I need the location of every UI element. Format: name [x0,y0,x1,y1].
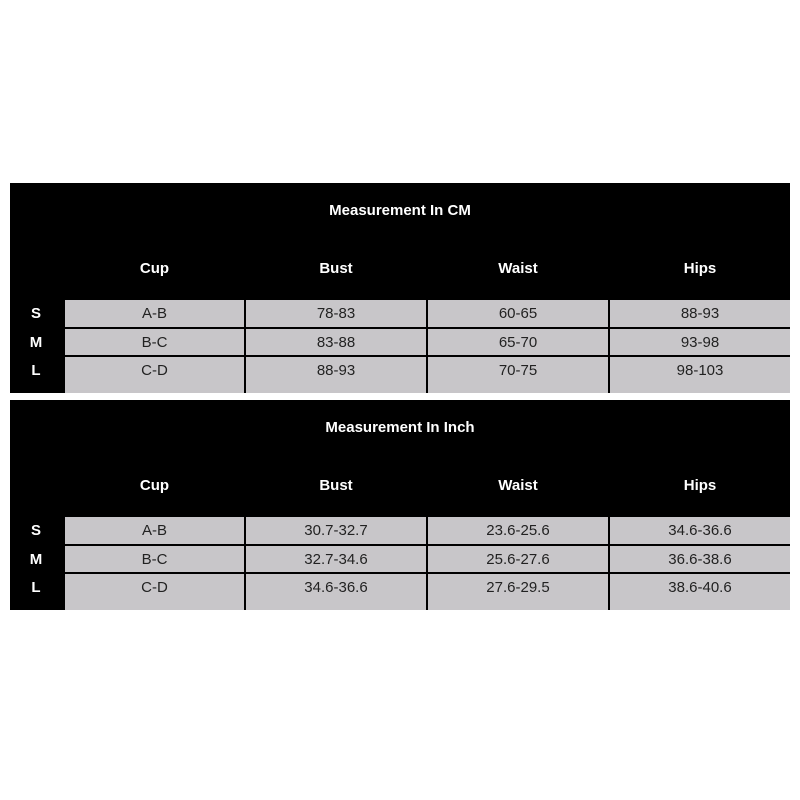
table-cell-cup: B-C [65,546,244,572]
table-cell-waist: 65-70 [428,329,608,355]
size-label: M [29,551,43,568]
table-cell-bust: 32.7-34.6 [246,546,426,572]
table-cell-bust: 88-93 [246,357,426,393]
table-cell-bust: 78-83 [246,300,426,327]
table-cell-bust: 30.7-32.7 [246,517,426,544]
table-cell-waist: 60-65 [428,300,608,327]
size-label: S [30,305,41,322]
table-cell-hips: 93-98 [610,329,790,355]
table-cell-cup: C-D [65,357,244,393]
table-title: Measurement In CM [329,202,471,219]
table-cell-bust: 34.6-36.6 [246,574,426,610]
table-cell-bust: 83-88 [246,329,426,355]
table-cell-hips: 38.6-40.6 [610,574,790,610]
size-table-inch [10,400,790,610]
table-cell-waist: 23.6-25.6 [428,517,608,544]
table-cell-cup: A-B [65,517,244,544]
column-header-waist: Waist [498,477,538,494]
table-cell-cup: A-B [65,300,244,327]
table-cell-waist: 27.6-29.5 [428,574,608,610]
column-header-hips: Hips [683,477,717,494]
size-label: M [29,334,43,351]
size-label: L [31,579,41,596]
table-title: Measurement In Inch [325,419,475,436]
size-table-cm [10,183,790,393]
size-label: S [30,522,41,539]
column-header-bust: Bust [319,260,353,277]
table-cell-waist: 70-75 [428,357,608,393]
table-cell-hips: 36.6-38.6 [610,546,790,572]
table-cell-waist: 25.6-27.6 [428,546,608,572]
column-header-waist: Waist [498,260,538,277]
table-cell-hips: 98-103 [610,357,790,393]
table-cell-cup: B-C [65,329,244,355]
table-cell-hips: 88-93 [610,300,790,327]
column-header-cup: Cup [139,260,170,277]
table-cell-cup: C-D [65,574,244,610]
column-header-cup: Cup [139,477,170,494]
column-header-bust: Bust [319,477,353,494]
size-label: L [31,362,41,379]
table-cell-hips: 34.6-36.6 [610,517,790,544]
column-header-hips: Hips [683,260,717,277]
